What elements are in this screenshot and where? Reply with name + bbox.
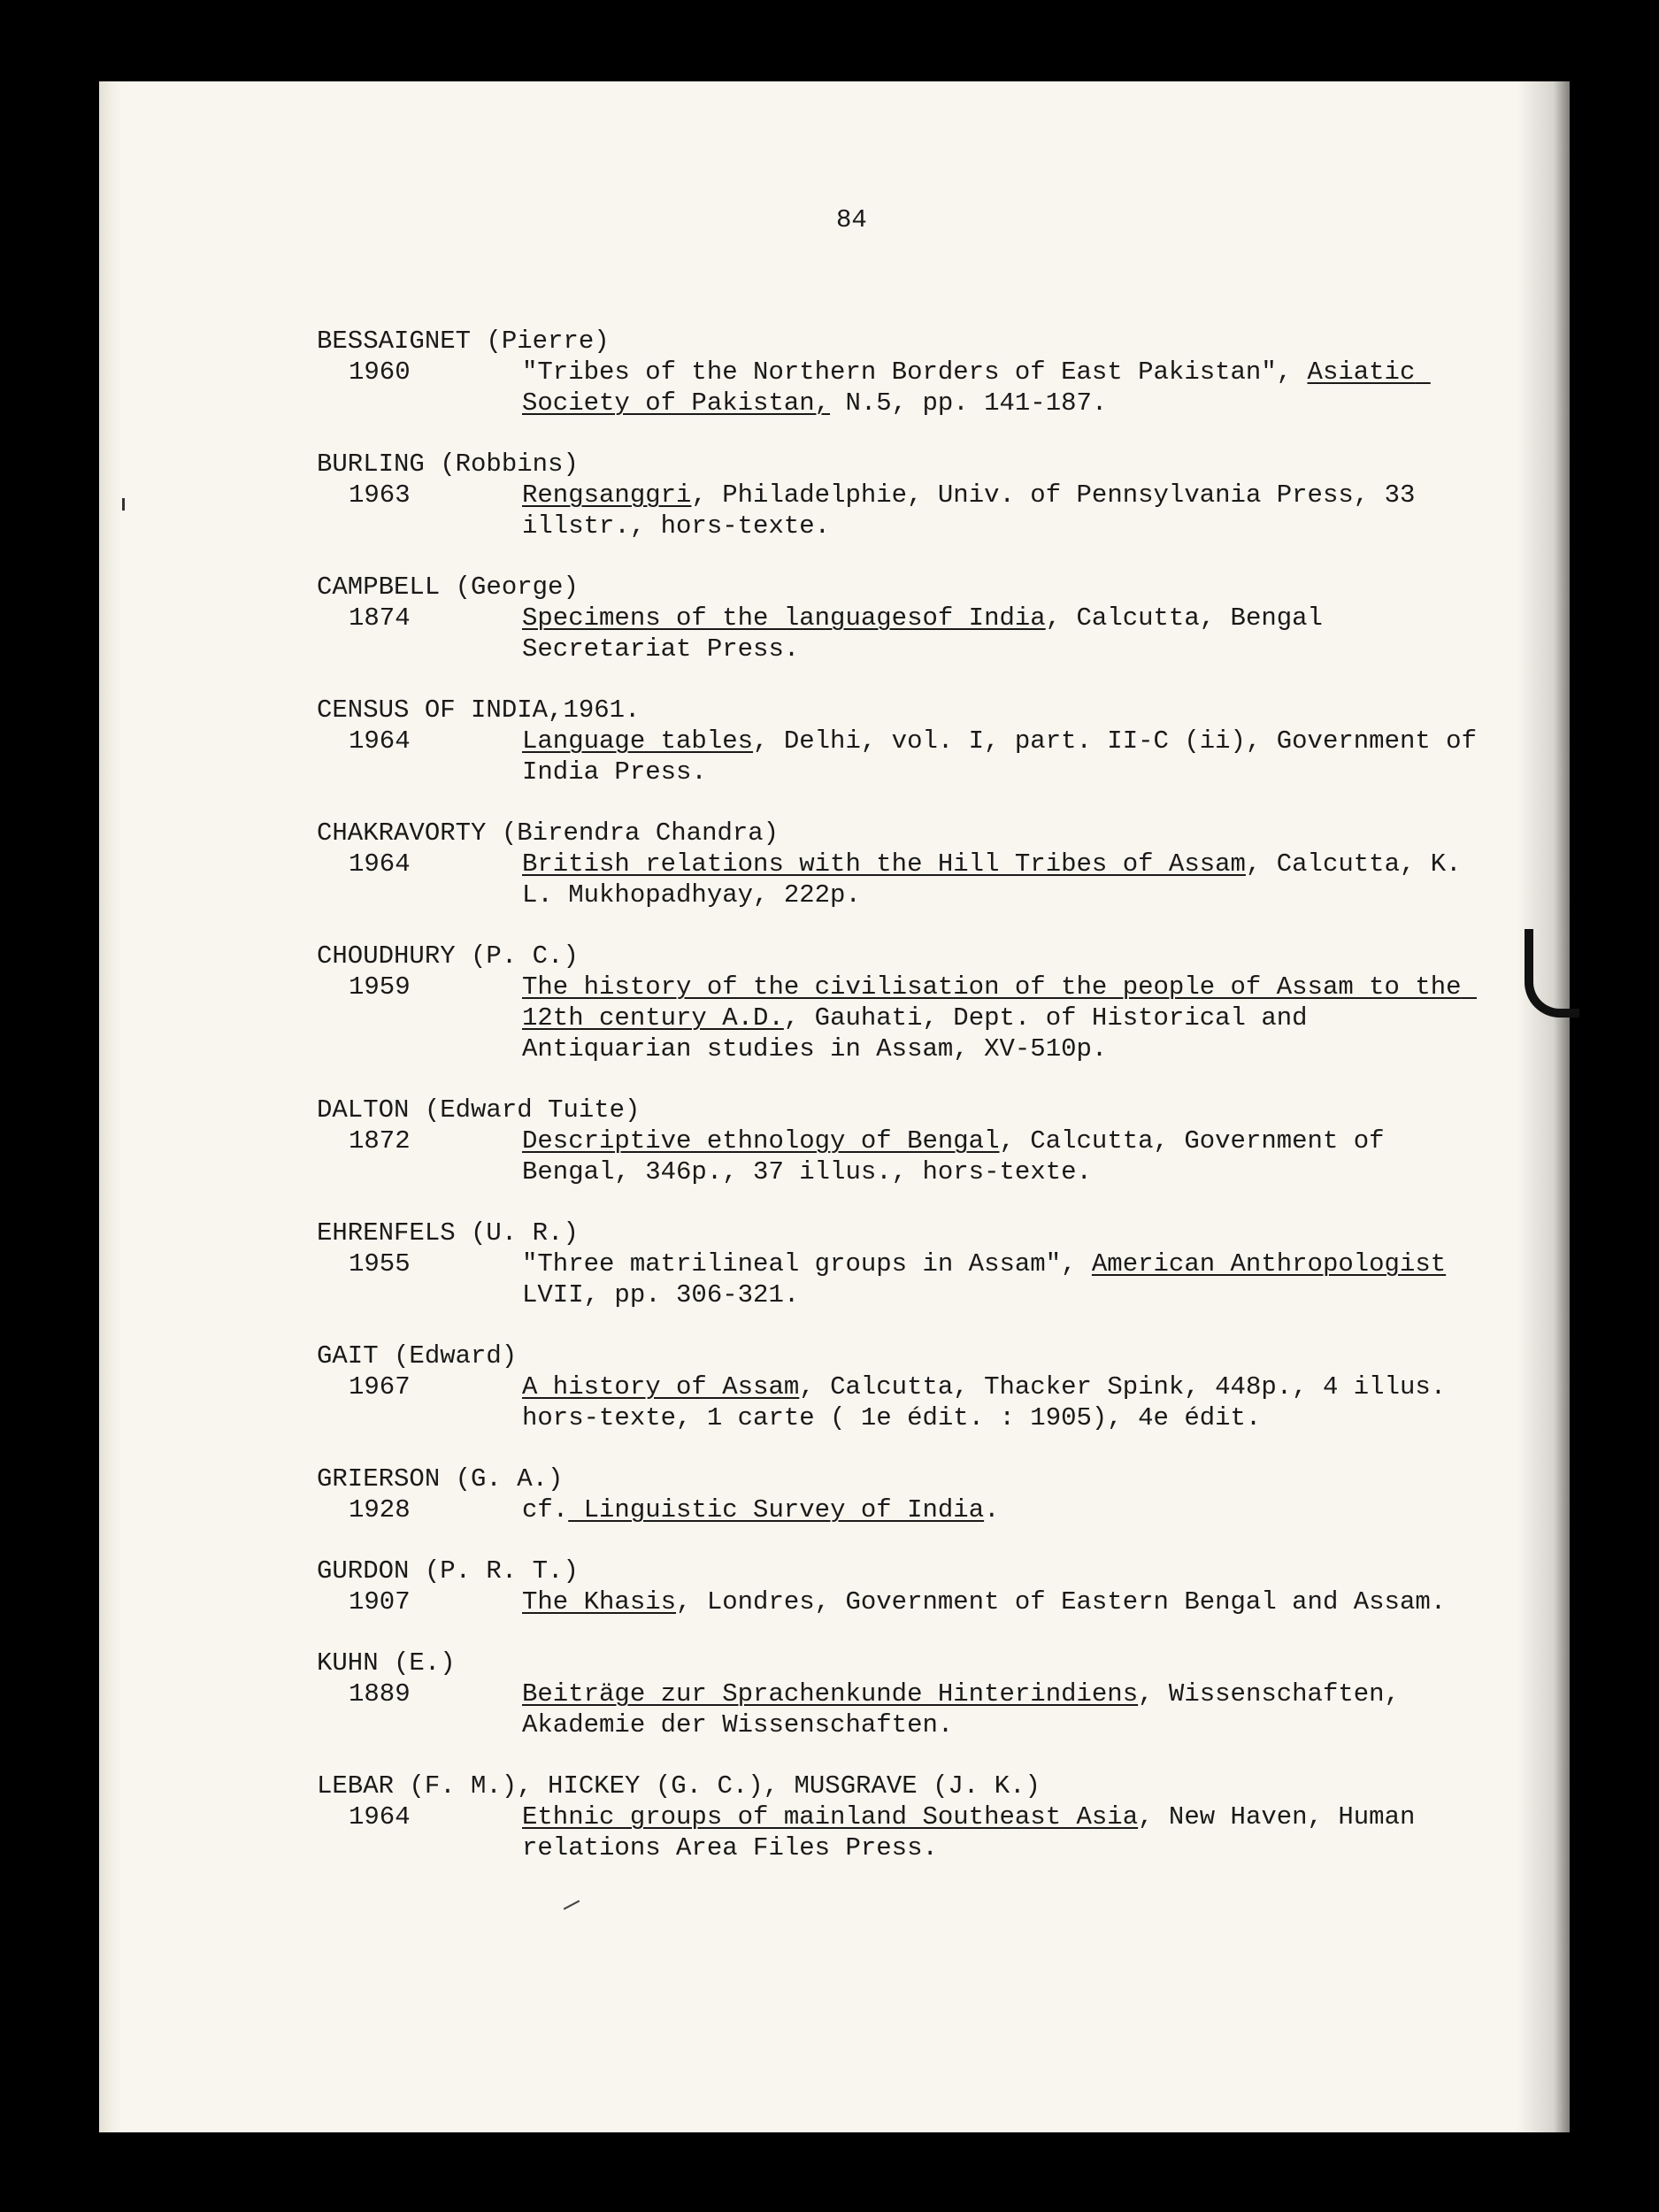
- citation-text: N.5, pp. 141-187.: [830, 388, 1108, 418]
- bibliography-entry: [317, 1463, 1485, 1525]
- entry-year: 1967: [349, 1372, 411, 1402]
- entry-citation: [522, 1248, 1485, 1310]
- entry-row: [317, 1371, 1485, 1433]
- entry-row: [317, 972, 1485, 1064]
- entry-citation: [522, 603, 1485, 664]
- citation-title: Rengsanggri: [522, 480, 692, 510]
- citation-title: Language tables: [522, 726, 754, 756]
- bibliography-entry: [317, 941, 1485, 1064]
- entry-row: [317, 1494, 1485, 1525]
- bibliography-entry: [317, 695, 1493, 787]
- entry-citation: [522, 849, 1485, 910]
- entry-author: DALTON (Edward Tuite): [317, 1095, 641, 1125]
- bibliography-entry: [317, 1094, 1485, 1187]
- bibliography-list: [317, 326, 1493, 1893]
- bibliography-entry: [317, 1770, 1485, 1863]
- bibliography-entry: [317, 449, 1485, 541]
- entry-row: [317, 1678, 1485, 1740]
- entry-author: BURLING (Robbins): [317, 449, 579, 479]
- entry-citation: [522, 480, 1485, 541]
- citation-title: Specimens of the languagesof India: [522, 603, 1046, 633]
- entry-author: KUHN (E.): [317, 1648, 456, 1678]
- citation-text: , Calcutta, Bengal Secretariat Press.: [522, 603, 1339, 664]
- entry-year: 1959: [349, 972, 411, 1002]
- entry-author: CAMPBELL (George): [317, 572, 579, 602]
- citation-title: American Anthropologist: [1091, 1249, 1447, 1279]
- entry-author: LEBAR (F. M.), HICKEY (G. C.), MUSGRAVE (J. K.): [317, 1771, 1041, 1801]
- citation-title: The history of the civilisation of the people of Assam to the 12th century A.D.: [522, 972, 1477, 1033]
- citation-title: Asiatic Society of Pakistan,: [522, 357, 1431, 418]
- citation-title: Ethnic groups of mainland Southeast Asia: [522, 1802, 1139, 1832]
- entry-row: [317, 603, 1485, 664]
- entry-year: 1889: [349, 1679, 411, 1709]
- entry-author: CHAKRAVORTY (Birendra Chandra): [317, 818, 780, 848]
- citation-text: , Londres, Government of Eastern Bengal and Assam.: [676, 1587, 1447, 1617]
- entry-year: 1928: [349, 1495, 411, 1525]
- citation-text: .: [984, 1495, 1000, 1525]
- scanner-edge-mark: [1525, 929, 1579, 1018]
- entry-row: [317, 1248, 1485, 1310]
- entry-row: [317, 726, 1493, 787]
- citation-text: "Three matrilineal groups in Assam",: [522, 1249, 1092, 1279]
- citation-text: , New Haven, Human relations Area Files Press.: [522, 1802, 1431, 1863]
- entry-year: 1964: [349, 726, 411, 756]
- citation-title: Beiträge zur Sprachenkunde Hinterindiens: [522, 1679, 1139, 1709]
- entry-row: [317, 1801, 1485, 1863]
- entry-citation: [522, 726, 1493, 787]
- entry-citation: [522, 1586, 1485, 1617]
- entry-author: GURDON (P. R. T.): [317, 1556, 579, 1586]
- citation-title: A history of Assam: [522, 1372, 800, 1402]
- citation-text: LVII, pp. 306-321.: [522, 1249, 1462, 1310]
- entry-citation: [522, 357, 1485, 419]
- bibliography-entry: [317, 572, 1485, 664]
- citation-text: "Tribes of the Northern Borders of East Pakistan",: [522, 357, 1308, 387]
- entry-author: CHOUDHURY (P. C.): [317, 941, 579, 971]
- entry-year: 1874: [349, 603, 411, 633]
- entry-author: BESSAIGNET (Pierre): [317, 326, 610, 356]
- citation-text: , Delhi, vol. I, part. II-C (ii), Government of India Press.: [522, 726, 1493, 787]
- citation-text: cf.: [522, 1495, 569, 1525]
- bibliography-entry: [317, 1647, 1485, 1740]
- citation-text: , Calcutta, Government of Bengal, 346p., 37 illus., hors-texte.: [522, 1126, 1400, 1187]
- page-stack-edge: [99, 81, 122, 2132]
- entry-row: [317, 849, 1485, 910]
- entry-row: [317, 480, 1485, 541]
- entry-author: GRIERSON (G. A.): [317, 1464, 564, 1494]
- entry-citation: [522, 1801, 1485, 1863]
- entry-year: 1872: [349, 1126, 411, 1156]
- citation-title: Descriptive ethnology of Bengal: [522, 1126, 1000, 1156]
- citation-title: British relations with the Hill Tribes of Assam: [522, 849, 1246, 879]
- entry-citation: [522, 1494, 1485, 1525]
- entry-year: 1964: [349, 1802, 411, 1832]
- bibliography-entry: [317, 326, 1485, 419]
- entry-year: 1964: [349, 849, 411, 879]
- binding-shadow: [1517, 81, 1570, 2132]
- margin-mark: [122, 498, 125, 511]
- citation-text: , Philadelphie, Univ. of Pennsylvania Press, 33 illstr., hors-texte.: [522, 480, 1431, 541]
- entry-row: [317, 1125, 1485, 1187]
- citation-title: Linguistic Survey of India: [568, 1495, 985, 1525]
- entry-year: 1907: [349, 1587, 411, 1617]
- entry-row: [317, 1586, 1485, 1617]
- entry-author: EHRENFELS (U. R.): [317, 1218, 579, 1248]
- entry-citation: [522, 972, 1485, 1064]
- citation-title: The Khasis: [522, 1587, 677, 1617]
- bibliography-entry: [317, 818, 1485, 910]
- entry-author: CENSUS OF INDIA,1961.: [317, 695, 641, 725]
- entry-year: 1963: [349, 480, 411, 510]
- entry-year: 1960: [349, 357, 411, 387]
- citation-text: , Wissenschaften, Akademie der Wissenschaften.: [522, 1679, 1416, 1740]
- citation-text: , Gauhati, Dept. of Historical and Antiquarian studies in Assam, XV-510p.: [522, 1003, 1323, 1064]
- citation-text: , Calcutta, Thacker Spink, 448p., 4 illus. hors-texte, 1 carte ( 1e édit. : 1905), 4e édit.: [522, 1372, 1462, 1432]
- bibliography-entry: [317, 1555, 1485, 1617]
- bibliography-entry: [317, 1217, 1485, 1310]
- entry-author: GAIT (Edward): [317, 1341, 518, 1371]
- bibliography-entry: [317, 1340, 1485, 1433]
- entry-row: [317, 357, 1485, 419]
- entry-citation: [522, 1125, 1485, 1187]
- page-number: 84: [836, 205, 867, 234]
- entry-citation: [522, 1371, 1485, 1433]
- citation-text: , Calcutta, K. L. Mukhopadhyay, 222p.: [522, 849, 1477, 910]
- entry-year: 1955: [349, 1249, 411, 1279]
- entry-citation: [522, 1678, 1485, 1740]
